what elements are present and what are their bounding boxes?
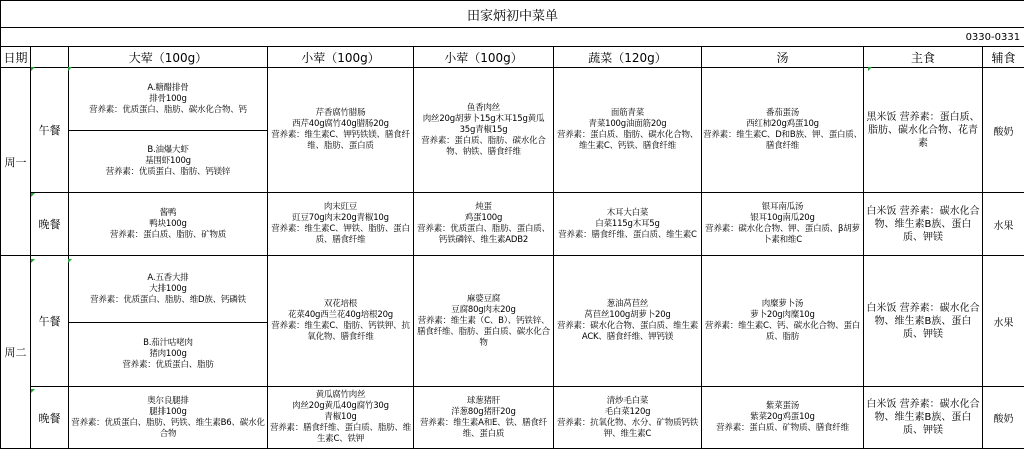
dish-nutrients: 营养素：优质蛋白、脂肪、钙镁锌 [105,167,231,177]
main-dish-b-cell[interactable] [69,131,268,193]
main-dish-cell[interactable] [69,387,268,449]
dish-name: A.五香大排 [147,272,189,283]
dish-name: 球葱猪肝 [466,395,501,406]
dish-ingredients: 豇豆70g肉末20g青椒10g [292,213,389,223]
staple-cell[interactable] [864,387,983,449]
soup-cell[interactable] [702,193,864,256]
meal-cell[interactable]: 午餐 [31,256,69,387]
dish-ingredients: 洋葱80g猪肝20g [451,406,516,417]
main-dish-b-cell[interactable] [69,323,268,387]
dish-nutrients: 营养素：维生素A和E、铁、膳食纤维、蛋白质 [420,417,547,439]
side-dish-2-cell[interactable] [414,387,554,449]
dish-name: 芹香腐竹腊肠 [315,108,366,118]
dish-name: 面筋青菜 [610,108,645,118]
extra-cell[interactable]: 酸奶 [983,387,1024,449]
dish-ingredients: 紫菜20g鸡蛋10g [750,412,815,422]
cell-marker [68,67,72,71]
staple-cell[interactable] [864,68,983,193]
cell-marker [31,193,35,197]
dish-name: 鱼香肉丝 [466,102,501,113]
dish-name: 双花培根 [323,299,358,309]
dish-name: B.茄汁咕咾肉 [143,338,193,348]
dish-ingredients-2: 青椒10g [324,412,357,422]
dish-nutrients: 营养素：维生素C、钾铁、脂肪、蛋白质、膳食纤维 [271,224,410,245]
dish-ingredients: 西芹40g腐竹40g腊肠20g [292,119,389,129]
header-extra[interactable]: 辅食 [983,47,1024,68]
dish-ingredients: 青菜100g油面筋20g [588,119,667,129]
side-dish-1-cell[interactable] [268,256,414,387]
vegetable-cell[interactable] [554,256,702,387]
dish-nutrients: 营养素：蛋白质、脂肪、碳水化合物、钠铁、膳食纤维 [421,135,546,157]
meal-cell[interactable]: 午餐 [31,68,69,193]
side-dish-2-cell[interactable] [414,68,554,193]
side-dish-1-cell[interactable] [268,68,414,193]
soup-cell[interactable] [702,68,864,193]
dish-nutrients: 营养素：碳水化合物、维生素B族、蛋白质、钾镁 [874,205,980,243]
dish-name: 奥尔良腿排 [147,395,189,406]
dish-ingredients: 花菜40g西兰花40g培根20g [288,310,393,320]
dish-nutrients: 营养素：碳水化合物、蛋白质、维生素ACK、膳食纤维、钾钙镁 [556,321,699,342]
cell-marker [31,259,35,263]
dish-name: 酱鸭 [159,207,177,218]
dish-name: 紫菜蛋汤 [765,401,800,411]
side-dish-1-cell[interactable] [268,193,414,256]
dish-name: 葱油莴苣丝 [606,299,649,309]
dish-nutrients: 营养素：维生素C、钾钙铁镁、膳食纤维、脂肪、蛋白质 [271,130,410,151]
main-dish-a-cell[interactable] [69,68,268,131]
extra-cell[interactable]: 水果 [983,193,1024,256]
extra-cell[interactable]: 水果 [983,256,1024,387]
dish-ingredients: 猪肉100g [149,349,187,359]
dish-ingredients: 银耳10g南瓜20g [750,213,815,223]
dish-name: 黄瓜腐竹肉丝 [315,390,366,400]
header-meal[interactable] [31,47,69,68]
header-staple[interactable]: 主食 [864,47,983,68]
dish-nutrients: 营养素：维生素（C、B）、钙铁锌、膳食纤维、脂肪、蛋白质、碳水化合物 [417,315,550,348]
dish-name: A.糖醋排骨 [147,82,189,93]
date-range[interactable]: 0330-0331 [1,28,1024,47]
dish-ingredients: 萝卜20g肉糜10g [750,310,815,320]
dish-name: 肉糜萝卜汤 [761,299,804,309]
dish-nutrients: 营养素：膳食纤维、蛋白质、维生素C [558,229,697,240]
day-cell[interactable]: 周二 [1,256,31,449]
staple-cell[interactable] [864,256,983,387]
dish-name: 番茄蛋汤 [765,108,800,118]
dish-nutrients: 营养素：膳食纤维、蛋白质、脂肪、维生素C、铁钾 [269,423,412,444]
header-soup[interactable]: 汤 [702,47,864,68]
dish-nutrients: 营养素：蛋白质、脂肪、碳水化合物、维生素C、钙铁、膳食纤维 [556,130,699,151]
vegetable-cell[interactable] [554,193,702,256]
dish-ingredients: 肉丝20g胡萝卜15g木耳15g黄瓜35g青椒15g [422,113,545,135]
dish-ingredients: 大排100g [149,283,187,294]
dish-nutrients: 营养素：碳水化合物、钾、蛋白质、β胡萝卜素和维C [705,224,860,245]
dish-nutrients: 营养素：维生素C、脂肪、钙铁钾、抗氧化物、膳食纤维 [271,321,410,342]
dish-nutrients: 营养素：碳水化合物、维生素B族、蛋白质、钾镁 [874,302,980,340]
dish-name: 炖蛋 [475,202,492,212]
header-side-dish-1[interactable]: 小荤（100g） [268,47,414,68]
soup-cell[interactable] [702,256,864,387]
cell-marker [31,389,35,393]
dish-name: 白米饭 [866,302,897,314]
dish-nutrients: 营养素：蛋白质、脂肪、矿物质 [109,229,227,240]
table-row [1,256,1024,323]
header-date[interactable]: 日期 [1,47,31,68]
dish-ingredients: 莴苣丝100g胡萝卜20g [584,310,671,320]
dish-nutrients: 营养素：抗氧化物、水分、矿物质钙铁钾、维生素C [556,417,699,439]
dish-ingredients: 肉丝20g黄瓜40g腐竹30g [292,401,389,411]
dish-name: 肉末豇豆 [323,202,358,212]
dish-ingredients: 腿排100g [149,406,187,417]
menu-title[interactable]: 田家炳初中菜单 [1,1,1024,28]
dish-ingredients: 西红柿20g鸡蛋10g [746,119,819,129]
dish-name: 木耳大白菜 [606,207,649,218]
dish-ingredients: 白菜115g木耳5g [595,218,660,229]
dish-name: 清炒毛白菜 [606,395,649,406]
dish-nutrients: 营养素：蛋白质、脂肪、碳水化合物、花青素 [868,111,980,149]
cell-marker [868,67,872,71]
side-dish-2-cell[interactable] [414,256,554,387]
soup-cell[interactable] [702,387,864,449]
dish-name: 麻婆豆腐 [466,293,501,304]
dish-nutrients: 营养素：优质蛋白、脂肪、钙铁、维生素B6、碳水化合物 [71,417,265,439]
vegetable-cell[interactable] [554,387,702,449]
header-vegetable[interactable]: 蔬菜（120g） [554,47,702,68]
dish-ingredients: 基围虾100g [145,156,191,166]
side-dish-1-cell[interactable] [268,387,414,449]
dish-nutrients: 营养素：维生素C、D和B族、钾、蛋白质、膳食纤维 [703,130,862,151]
header-side-dish-2[interactable]: 小荤（100g） [414,47,554,68]
dish-nutrients: 营养素：优质蛋白、脂肪、维D族、钙磷铁 [90,294,246,305]
cell-marker [68,259,72,263]
table-row [1,68,1024,131]
dish-ingredients: 鸭块100g [149,218,187,229]
header-main-dish[interactable]: 大荤（100g） [69,47,268,68]
dish-nutrients: 营养素：维生素C、钙、碳水化合物、蛋白质、脂肪 [704,321,861,342]
dish-nutrients: 营养素：优质蛋白、脂肪 [122,360,214,370]
dish-nutrients: 营养素：优质蛋白、脂肪、蛋白质、钙铁磷锌、维生素ADB2 [417,224,550,245]
staple-cell[interactable] [864,193,983,256]
dish-name: 黑米饭 [866,111,897,123]
dish-ingredients: 豆腐80g肉末20g [451,304,516,315]
dish-ingredients: 毛白菜120g [604,406,651,417]
dish-nutrients: 营养素：蛋白质、矿物质、膳食纤维 [716,423,849,433]
extra-cell[interactable]: 酸奶 [983,68,1024,193]
meal-cell[interactable]: 晚餐 [31,193,69,256]
main-dish-a-cell[interactable] [69,256,268,323]
side-dish-2-cell[interactable] [414,193,554,256]
vegetable-cell[interactable] [554,68,702,193]
dish-name: 白米饭 [866,205,897,217]
dish-nutrients: 营养素：优质蛋白、脂肪、碳水化合物、钙 [89,104,247,115]
meal-cell[interactable]: 晚餐 [31,387,69,449]
day-cell[interactable]: 周一 [1,68,31,256]
dish-name: B.油爆大虾 [147,145,189,155]
cell-marker [31,67,35,71]
dish-ingredients: 鸡蛋100g [464,213,503,223]
dish-ingredients: 排骨100g [149,93,187,104]
main-dish-cell[interactable] [69,193,268,256]
table-row [1,387,1024,449]
dish-name: 银耳南瓜汤 [761,202,804,212]
table-row [1,193,1024,256]
dish-nutrients: 营养素：碳水化合物、维生素B族、蛋白质、钾镁 [874,399,980,436]
dish-name: 白米饭 [866,399,897,410]
header-row [1,47,1024,68]
